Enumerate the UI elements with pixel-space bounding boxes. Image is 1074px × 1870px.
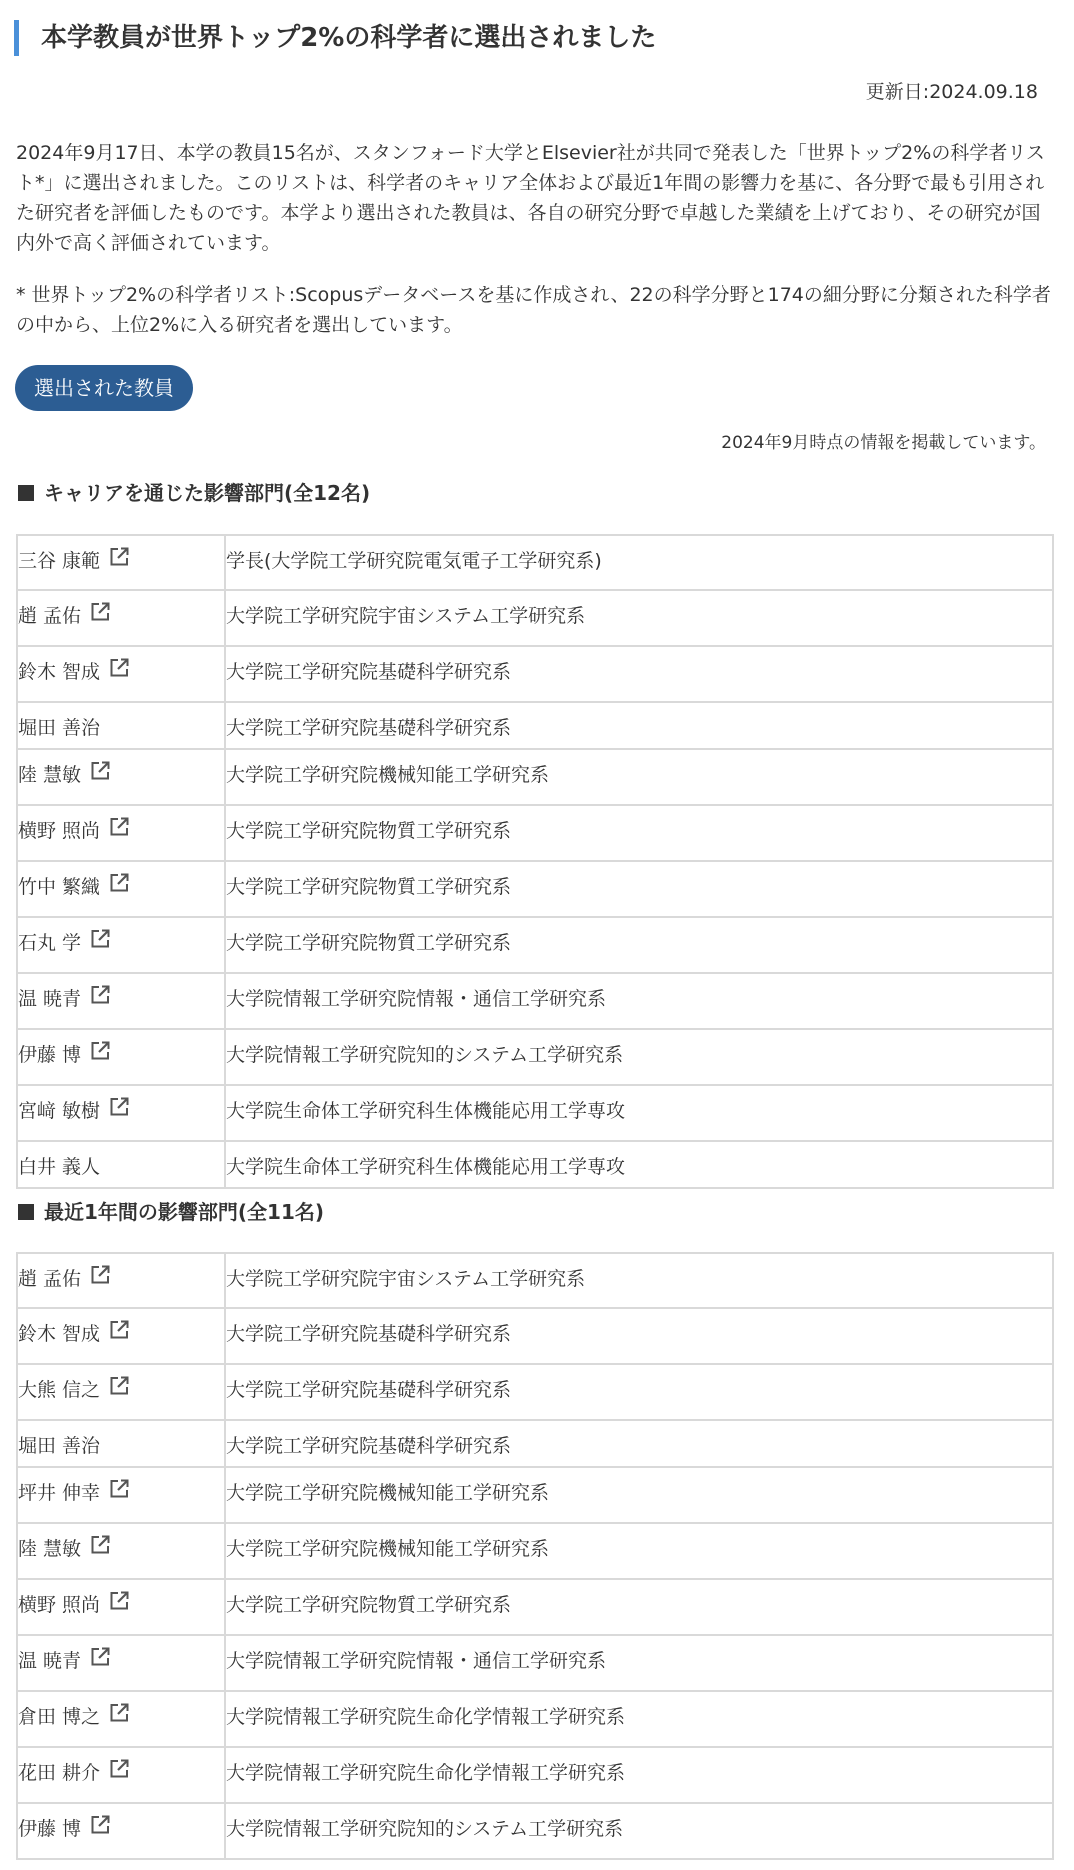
faculty-name[interactable]: 温 暁青 [18,1650,82,1672]
external-link-icon[interactable] [109,1320,129,1340]
faculty-department: 大学院工学研究院基礎科学研究系 [225,646,1053,702]
table-row [17,1691,1053,1747]
external-link-icon[interactable] [109,547,129,567]
faculty-name-cell [17,590,225,646]
faculty-department: 大学院工学研究院物質工学研究系 [225,917,1053,973]
faculty-department: 大学院工学研究院物質工学研究系 [225,861,1053,917]
external-link-icon[interactable] [90,1265,110,1285]
table-row [17,749,1053,805]
table-row [17,805,1053,861]
external-link-icon[interactable] [90,1815,110,1835]
faculty-department: 大学院生命体工学研究科生体機能応用工学専攻 [225,1141,1053,1188]
footnote-paragraph: * 世界トップ2%の科学者リスト:Scopusデータベースを基に作成され、22の科学分野と174の細分野に分類された科学者の中から、上位2%に入る研究者を選出しています。 [16,284,1051,336]
faculty-department: 大学院生命体工学研究科生体機能応用工学専攻 [225,1085,1053,1141]
faculty-name-cell [17,1523,225,1579]
faculty-department: 大学院工学研究院宇宙システム工学研究系 [225,1253,1053,1308]
square-bullet-icon [18,1204,34,1220]
table-row [17,1747,1053,1803]
page-title: 本学教員が世界トップ2%の科学者に選出されました [14,20,1054,56]
external-link-icon[interactable] [109,817,129,837]
faculty-name[interactable]: 坪井 伸幸 [18,1482,101,1504]
faculty-department: 大学院情報工学研究院知的システム工学研究系 [225,1029,1053,1085]
faculty-department: 大学院工学研究院機械知能工学研究系 [225,749,1053,805]
faculty-name-cell [17,805,225,861]
faculty-name-cell [17,1803,225,1859]
table-row [17,590,1053,646]
faculty-department: 大学院情報工学研究院情報・通信工学研究系 [225,1635,1053,1691]
faculty-name-cell [17,973,225,1029]
faculty-table-career [16,534,1054,1189]
faculty-name-cell [17,1029,225,1085]
faculty-name-cell [17,1308,225,1364]
table-row [17,861,1053,917]
external-link-icon[interactable] [90,929,110,949]
faculty-name-cell [17,749,225,805]
faculty-name: 堀田 善治 [18,1435,101,1457]
external-link-icon[interactable] [109,1591,129,1611]
section-heading-text: キャリアを通じた影響部門(全12名) [44,481,371,505]
faculty-name[interactable]: 伊藤 博 [18,1818,82,1840]
faculty-department: 大学院情報工学研究院知的システム工学研究系 [225,1803,1053,1859]
faculty-name-cell [17,535,225,590]
faculty-name[interactable]: 竹中 繁織 [18,876,101,898]
external-link-icon[interactable] [109,1759,129,1779]
faculty-department: 大学院工学研究院機械知能工学研究系 [225,1467,1053,1523]
faculty-name[interactable]: 陸 慧敏 [18,1538,82,1560]
table-row [17,1420,1053,1467]
table-row [17,1085,1053,1141]
faculty-table-recent [16,1252,1054,1860]
faculty-name-cell [17,646,225,702]
faculty-name[interactable]: 趙 孟佑 [18,605,82,627]
faculty-department: 大学院情報工学研究院生命化学情報工学研究系 [225,1747,1053,1803]
table-row [17,1253,1053,1308]
table-row [17,646,1053,702]
faculty-name[interactable]: 陸 慧敏 [18,764,82,786]
faculty-name[interactable]: 伊藤 博 [18,1044,82,1066]
faculty-name[interactable]: 大熊 信之 [18,1379,101,1401]
square-bullet-icon [18,485,34,501]
faculty-table-body [17,1253,1053,1859]
faculty-department: 大学院工学研究院物質工学研究系 [225,1579,1053,1635]
faculty-table-body [17,535,1053,1188]
faculty-name[interactable]: 趙 孟佑 [18,1268,82,1290]
external-link-icon[interactable] [109,1703,129,1723]
faculty-name-cell [17,1085,225,1141]
table-row [17,535,1053,590]
external-link-icon[interactable] [90,602,110,622]
faculty-name[interactable]: 宮﨑 敏樹 [18,1100,101,1122]
faculty-name-cell [17,861,225,917]
updated-date: 更新日:2024.09.18 [865,81,1038,103]
faculty-name-cell [17,1579,225,1635]
table-row [17,917,1053,973]
external-link-icon[interactable] [90,1535,110,1555]
as-of-note: 2024年9月時点の情報を掲載しています。 [721,433,1046,453]
faculty-name[interactable]: 横野 照尚 [18,1594,101,1616]
table-row [17,1308,1053,1364]
external-link-icon[interactable] [109,658,129,678]
faculty-name[interactable]: 石丸 学 [18,932,82,954]
external-link-icon[interactable] [109,1376,129,1396]
faculty-name-cell [17,917,225,973]
external-link-icon[interactable] [109,1479,129,1499]
section-heading-career [18,480,1058,506]
section-heading-recent [18,1199,1058,1225]
faculty-name-cell [17,1420,225,1467]
faculty-name[interactable]: 倉田 博之 [18,1706,101,1728]
faculty-department: 大学院工学研究院基礎科学研究系 [225,1364,1053,1420]
faculty-department: 大学院工学研究院基礎科学研究系 [225,1308,1053,1364]
faculty-name-cell [17,1253,225,1308]
faculty-name-cell [17,1747,225,1803]
faculty-name-cell [17,1364,225,1420]
faculty-name: 白井 義人 [18,1156,101,1178]
faculty-name: 堀田 善治 [18,717,101,739]
external-link-icon[interactable] [90,1647,110,1667]
external-link-icon[interactable] [90,761,110,781]
faculty-department: 大学院工学研究院物質工学研究系 [225,805,1053,861]
table-row [17,1635,1053,1691]
faculty-department: 学長(大学院工学研究院電気電子工学研究系) [225,535,1053,590]
faculty-department: 大学院工学研究院宇宙システム工学研究系 [225,590,1053,646]
faculty-department: 大学院工学研究院基礎科学研究系 [225,702,1053,749]
faculty-name[interactable]: 花田 耕介 [18,1762,101,1784]
external-link-icon[interactable] [109,1097,129,1117]
faculty-name-cell [17,702,225,749]
table-row [17,1523,1053,1579]
faculty-name-cell [17,1635,225,1691]
table-row [17,1364,1053,1420]
lead-paragraph: 2024年9月17日、本学の教員15名が、スタンフォード大学とElsevier社が共同で発表した「世界トップ2%の科学者リスト*」に選出されました。このリストは、科学者のキャリア全体および最近1年間の影響力を基に、各分野で最も引用された研究者を評価したものです。本学より選出された教員は、各自の研究分野で卓越した業績を上げており、その研究が国内外で高く評価されています。 [16,142,1045,254]
table-row [17,1141,1053,1188]
faculty-name[interactable]: 横野 照尚 [18,820,101,842]
external-link-icon[interactable] [90,1041,110,1061]
faculty-name[interactable]: 鈴木 智成 [18,1323,101,1345]
faculty-department: 大学院情報工学研究院情報・通信工学研究系 [225,973,1053,1029]
table-row [17,702,1053,749]
table-row [17,1467,1053,1523]
external-link-icon[interactable] [90,985,110,1005]
faculty-department: 大学院工学研究院機械知能工学研究系 [225,1523,1053,1579]
faculty-department: 大学院工学研究院基礎科学研究系 [225,1420,1053,1467]
faculty-name[interactable]: 鈴木 智成 [18,661,101,683]
faculty-department: 大学院情報工学研究院生命化学情報工学研究系 [225,1691,1053,1747]
faculty-name-cell [17,1691,225,1747]
faculty-name-cell [17,1467,225,1523]
faculty-name-cell [17,1141,225,1188]
table-row [17,1579,1053,1635]
faculty-name[interactable]: 三谷 康範 [18,550,101,572]
table-row [17,1803,1053,1859]
table-row [17,1029,1053,1085]
section-heading-text: 最近1年間の影響部門(全11名) [44,1200,325,1224]
external-link-icon[interactable] [109,873,129,893]
selected-faculty-button[interactable]: 選出された教員 [15,365,193,411]
table-row [17,973,1053,1029]
faculty-name[interactable]: 温 暁青 [18,988,82,1010]
